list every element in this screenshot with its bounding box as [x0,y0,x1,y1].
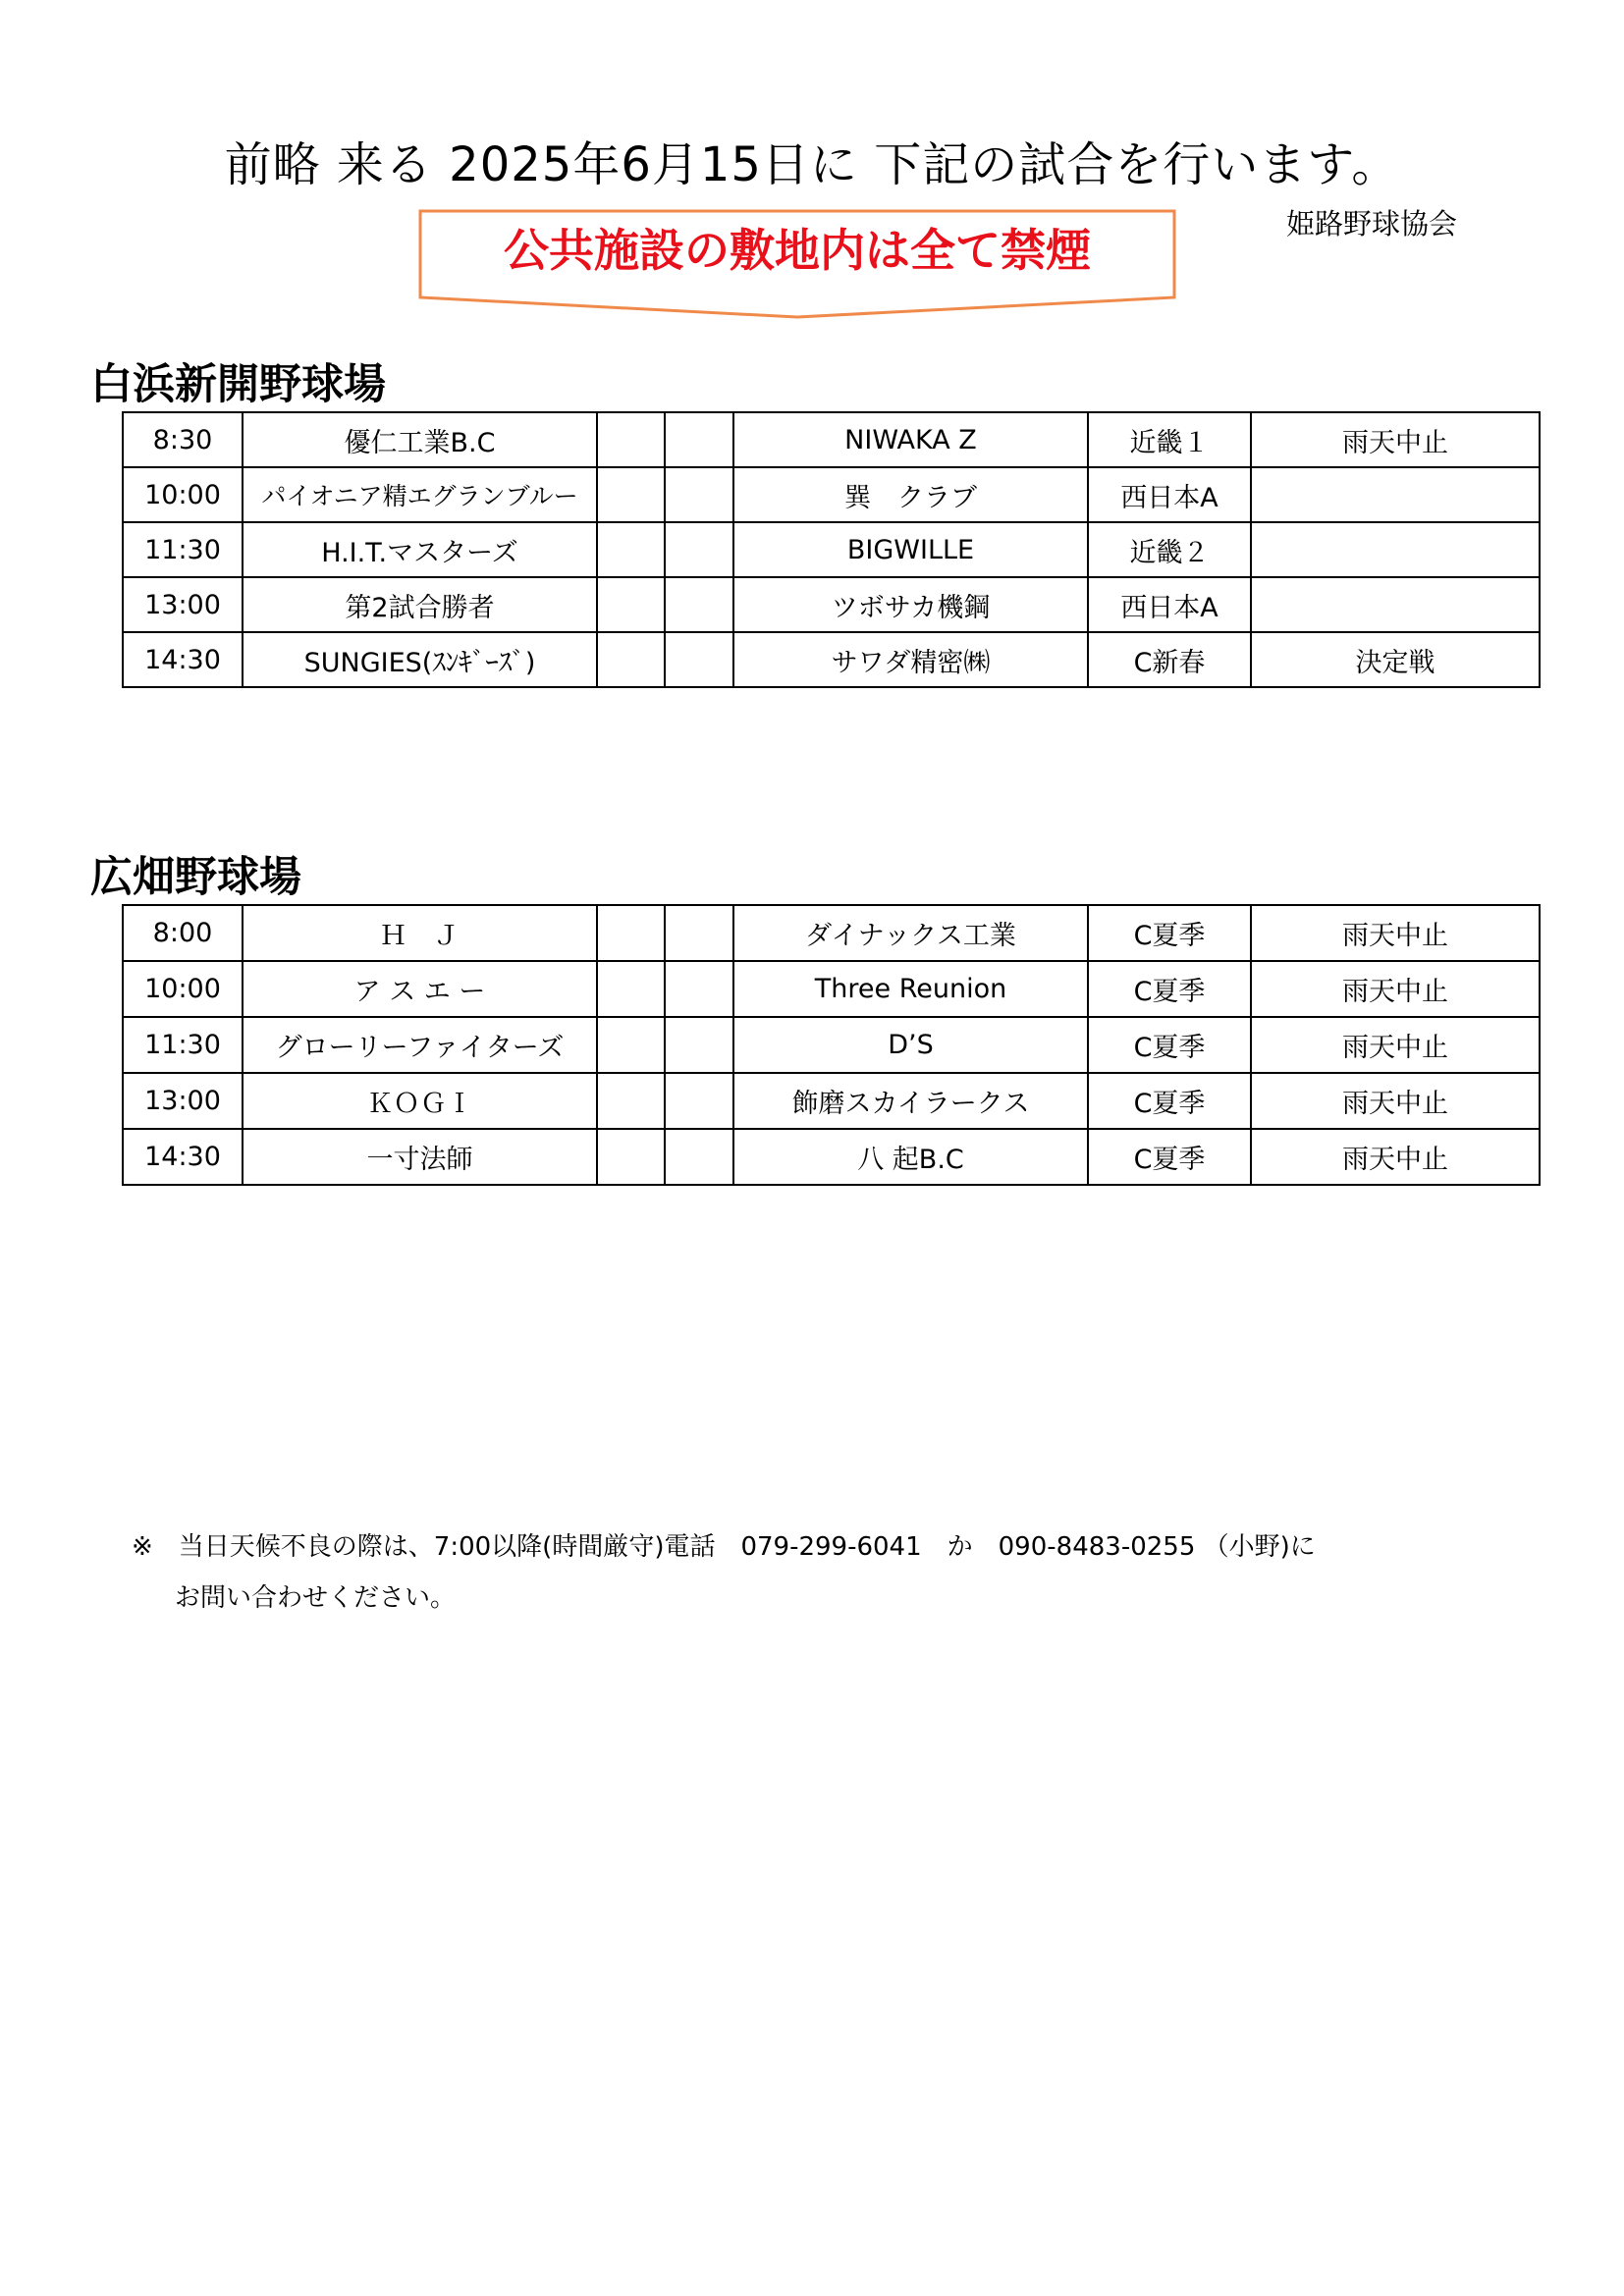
league: 西日本A [1088,577,1251,632]
league: 西日本A [1088,467,1251,522]
match-note [1251,577,1540,632]
match-time: 10:00 [123,467,243,522]
league: 近畿２ [1088,522,1251,577]
away-team: ツボサカ機鋼 [733,577,1088,632]
league: C夏季 [1088,1129,1251,1185]
league: C新春 [1088,632,1251,687]
footnote-line-2: お問い合わせください。 [175,1583,457,1613]
table-row [123,412,1540,467]
home-score [597,1017,665,1073]
home-team: ア ス エ ー [243,961,597,1017]
league: C夏季 [1088,1073,1251,1129]
match-time: 13:00 [123,1073,243,1129]
home-score [597,632,665,687]
match-note [1251,522,1540,577]
home-score [597,412,665,467]
away-score [665,905,733,961]
match-note: 雨天中止 [1251,905,1540,961]
table-row [123,1017,1540,1073]
schedule-table-hirohata [122,904,1541,1186]
match-time: 13:00 [123,577,243,632]
table-row [123,961,1540,1017]
match-time: 8:00 [123,905,243,961]
match-note: 雨天中止 [1251,1129,1540,1185]
venue-title-shirahama: 白浜新開野球場 [90,360,386,409]
home-team: SUNGIES(ｽﾝｷﾞｰｽﾞ) [243,632,597,687]
match-note: 決定戦 [1251,632,1540,687]
away-team: サワダ精密㈱ [733,632,1088,687]
match-note: 雨天中止 [1251,1073,1540,1129]
away-score [665,1129,733,1185]
match-note [1251,467,1540,522]
match-note: 雨天中止 [1251,961,1540,1017]
home-team: 第2試合勝者 [243,577,597,632]
away-score [665,1017,733,1073]
match-time: 14:30 [123,632,243,687]
table-row [123,1073,1540,1129]
home-team: 優仁工業B.C [243,412,597,467]
match-note: 雨天中止 [1251,412,1540,467]
league: C夏季 [1088,1017,1251,1073]
away-team: 八 起B.C [733,1129,1088,1185]
league: C夏季 [1088,905,1251,961]
match-time: 11:30 [123,522,243,577]
away-score [665,412,733,467]
table-row [123,522,1540,577]
away-team: 飾磨スカイラークス [733,1073,1088,1129]
home-score [597,961,665,1017]
table-row [123,467,1540,522]
footnote-line-1: ※ 当日天候不良の際は、7:00以降(時間厳守)電話 079-299-6041 か 090-8483-0255 （小野)に [132,1532,1316,1562]
match-time: 10:00 [123,961,243,1017]
away-score [665,467,733,522]
organization-name: 姫路野球協会 [1286,207,1458,240]
match-note: 雨天中止 [1251,1017,1540,1073]
headline: 前略 来る 2025年6月15日に 下記の試合を行います。 [224,137,1400,192]
venue-title-hirohata: 広畑野球場 [90,853,301,902]
match-time: 14:30 [123,1129,243,1185]
notice-text: 公共施設の敷地内は全て禁煙 [504,224,1091,277]
table-row [123,905,1540,961]
home-team: 一寸法師 [243,1129,597,1185]
away-team: 巽 クラブ [733,467,1088,522]
home-team: パイオニア精エグランブルー [243,467,597,522]
no-smoking-notice [418,209,1176,319]
home-score [597,1129,665,1185]
home-score [597,522,665,577]
away-team: BIGWILLE [733,522,1088,577]
away-score [665,522,733,577]
league: C夏季 [1088,961,1251,1017]
table-row [123,632,1540,687]
away-team: ダイナックス工業 [733,905,1088,961]
away-score [665,577,733,632]
home-score [597,577,665,632]
away-score [665,632,733,687]
home-team: グローリーファイターズ [243,1017,597,1073]
home-team: ＫＯＧＩ [243,1073,597,1129]
match-time: 8:30 [123,412,243,467]
away-score [665,961,733,1017]
league: 近畿１ [1088,412,1251,467]
home-score [597,1073,665,1129]
match-time: 11:30 [123,1017,243,1073]
schedule-table-shirahama [122,411,1541,688]
away-score [665,1073,733,1129]
away-team: NIWAKA Z [733,412,1088,467]
home-team: H.I.T.マスターズ [243,522,597,577]
home-score [597,905,665,961]
home-score [597,467,665,522]
away-team: D’S [733,1017,1088,1073]
home-team: Ｈ Ｊ [243,905,597,961]
away-team: Three Reunion [733,961,1088,1017]
table-row [123,1129,1540,1185]
table-row [123,577,1540,632]
